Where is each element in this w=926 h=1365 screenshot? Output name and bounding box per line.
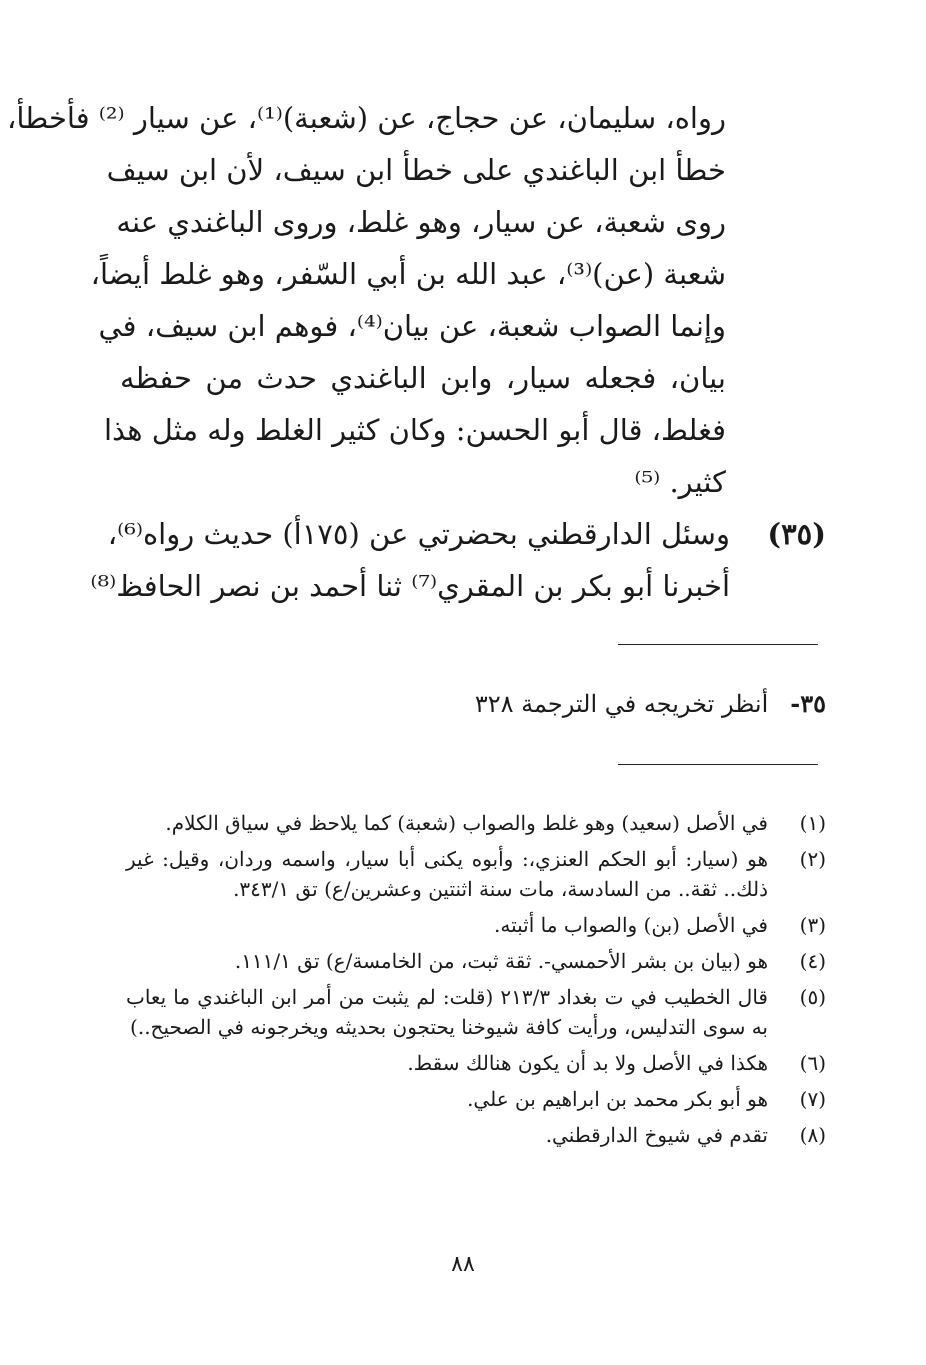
footnote-text: قال الخطيب في ت بغداد ٢١٣/٣ (قلت: لم يثبت من أمر ابن الباغندي ما يعاب به سوى التدليس، ورأيت كافة شيوخنا يحتجون بحديثه ويخرجونه في الصحيح..) xyxy=(126,985,768,1039)
footnote-text: هكذا في الأصل ولا بد أن يكون هنالك سقط. xyxy=(407,1051,768,1075)
footnote xyxy=(126,1048,826,1078)
separator-rule xyxy=(618,764,818,765)
footnote-number: (٨) xyxy=(799,1123,826,1147)
footnote-number: (١) xyxy=(799,811,826,835)
footnote-number: (٧) xyxy=(799,1087,826,1111)
entry-number: (٣٥) xyxy=(767,517,826,551)
footnote-text: تقدم في شيوخ الدارقطني. xyxy=(545,1123,768,1147)
footnote-number: (٣) xyxy=(799,913,826,937)
footnote-number: (٥) xyxy=(799,985,826,1009)
main-line: فغلط، قال أبو الحسن: وكان كثير الغلط وله مثل هذا xyxy=(104,413,726,447)
footnote xyxy=(126,1120,826,1150)
footnote-text: في الأصل (سعيد) وهو غلط والصواب (شعبة) كما يلاحظ في سياق الكلام. xyxy=(165,811,768,835)
reference-note-text: أنظر تخريجه في الترجمة ٣٢٨ xyxy=(474,690,769,718)
entry-line: وسئل الدارقطني بحضرتي عن (١٧٥أ) حديث رواه⁽⁶⁾، xyxy=(107,517,730,551)
footnote-text: في الأصل (بن) والصواب ما أثبته. xyxy=(494,913,768,937)
footnote-number: (٦) xyxy=(799,1051,826,1075)
footnote xyxy=(126,946,826,976)
main-line: وإنما الصواب شعبة، عن بيان⁽⁴⁾، فوهم ابن سيف، في xyxy=(98,309,726,343)
footnote-number: (٤) xyxy=(799,949,826,973)
footnote xyxy=(126,1084,826,1114)
footnote xyxy=(126,910,826,940)
main-paragraph xyxy=(6,92,726,508)
main-line: روى شعبة، عن سيار، وهو غلط، وروى الباغندي عنه xyxy=(116,205,726,239)
footnote xyxy=(126,844,826,904)
main-line: شعبة (عن)⁽³⁾، عبد الله بن أبي السّفر، وهو غلط أيضاً، xyxy=(90,257,726,291)
reference-note xyxy=(206,686,826,722)
entry-body xyxy=(90,508,730,612)
reference-note-number: ٣٥- xyxy=(790,689,826,718)
main-line: بيان، فجعله سيار، وابن الباغندي حدث من حفظه xyxy=(120,361,726,395)
page-number: ٨٨ xyxy=(451,1252,475,1277)
main-line: كثير. ⁽⁵⁾ xyxy=(634,465,726,499)
footnotes xyxy=(126,808,826,1156)
footnote-text: هو (بيان بن بشر الأحمسي-. ثقة ثبت، من الخامسة/ع) تق ١١١/١. xyxy=(234,949,768,973)
main-line: خطأ ابن الباغندي على خطأ ابن سيف، لأن ابن سيف xyxy=(106,153,726,187)
footnote-number: (٢) xyxy=(799,847,826,871)
footnote-text: هو أبو بكر محمد بن ابراهيم بن علي. xyxy=(467,1087,768,1111)
main-line: رواه، سليمان، عن حجاج، عن (شعبة)⁽¹⁾، عن سيار ⁽²⁾ فأخطأ، xyxy=(6,101,726,135)
footnote xyxy=(126,808,826,838)
separator-rule xyxy=(618,644,818,645)
entry-line: أخبرنا أبو بكر بن المقري⁽⁷⁾ ثنا أحمد بن نصر الحافظ⁽⁸⁾ xyxy=(90,569,730,603)
footnote xyxy=(126,982,826,1042)
footnote-text: هو (سيار: أبو الحكم العنزي،: وأبوه يكنى أبا سيار، واسمه وردان، وقيل: غير ذلك.. ثقة.. من السادسة، مات سنة اثنتين وعشرين/ع) تق ٣٤٣/١. xyxy=(126,847,768,901)
